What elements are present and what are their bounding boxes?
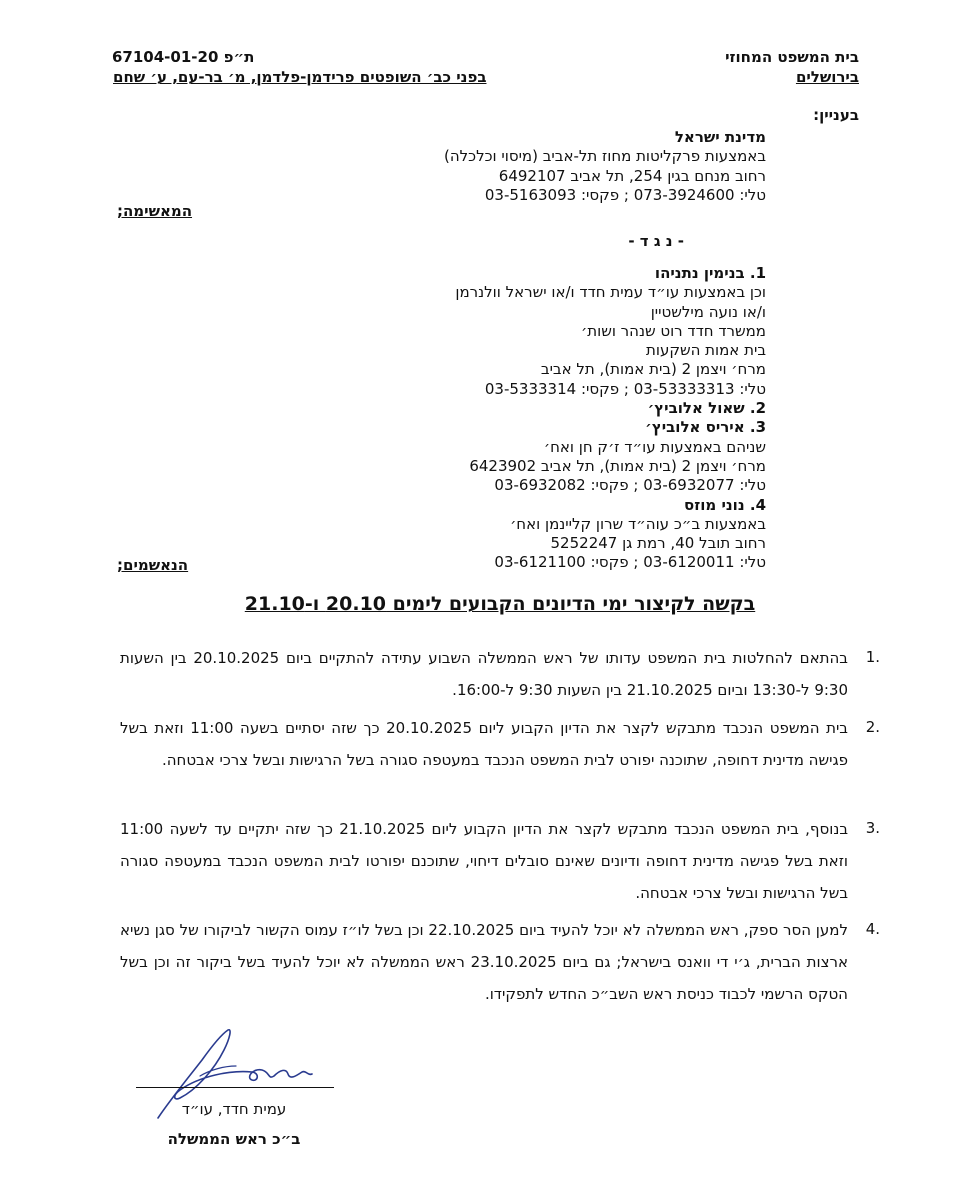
versus-label: - נ ג ד - [628,232,684,250]
paragraph-number: 3. [865,819,880,837]
defendant-4-line: באמצעות ב״כ עוה״ד שרון קליינמן ואח׳ [510,514,766,533]
accused-block [455,264,766,573]
paragraph-number: 4. [865,920,880,938]
defendant-1-line: בית אמות השקעות [646,341,766,360]
defendant-4-name: 4. נוני מוזס [684,495,766,514]
accuser-line: טלי: 073-3924600 ; פקסי: 03-5163093 [484,185,766,204]
paragraph-4: למען הסר ספק, ראש הממשלה לא יוכל להעיד ביום 22.10.2025 וכן בשל לו״ז עמוס הקשור לביקורו של סגן נשיא ארצות הברית, ג׳י די וואנס בישראל; גם ביום 23.10.2025 ראש הממשלה לא יוכל להעיד בשל ביקור זה וכן בשל הטקס הרשמי לכבוד כניסת ראש השב״כ החדש לתפקידו. [120,921,848,1003]
paragraph-number: 2. [865,718,880,736]
paragraph-3: בנוסף, בית המשפט הנכבד מתבקש לקצר את הדיון הקבוע ליום 21.10.2025 כך שזה יתקיים עד לשעה 11:00 וזאת בשל פגישה מדינית דחופה ודיונים שאינם סובלים דיחוי, שתוכנם יפורטו לבית המשפט הנכבד במעטפה סגורה בשל הרגישות ובשל צרכי אבטחה. [120,820,849,902]
defendant-1-line: מרח׳ ויצמן 2 (בית אמות), תל אביב [540,360,766,379]
case-number: ת״פ 67104-01-20 [112,48,255,66]
court-city: בירושלים [795,68,859,86]
defendant-23-line: מרח׳ ויצמן 2 (בית אמות), תל אביב 6423902 [469,456,766,475]
defendant-23-line: טלי: 03-6932077 ; פקסי: 03-6932082 [494,476,766,495]
court-name: בית המשפט המחוזי [725,48,859,66]
defendant-4-line: טלי: 03-6120011 ; פקסי: 03-6121100 [494,553,766,572]
paragraph-number: 1. [865,648,880,666]
accuser-role: המאשימה; [117,202,193,220]
request-title: בקשה לקיצור ימי הדיונים הקבועים לימים 20.10 ו-21.10 [244,593,756,615]
accuser-line: באמצעות פרקליטות מחוז תל-אביב (מיסוי וכלכלה) [443,147,766,166]
defendant-23-line: שניהם באמצעות עו״ד ז׳ק חן ואח׳ [543,437,766,456]
defendant-2-name: 2. שאול אלוביץ׳ [647,399,766,418]
signer-name: עמית חדד, עו״ד [181,1100,287,1118]
paragraph-1: בהתאם להחלטות בית המשפט עדותו של ראש הממשלה השבוע עתידה להתקיים ביום 20.10.2025 בין השעות 9:30 ל-13:30 וביום 21.10.2025 בין השעות 9:30 ל-16:00. [120,649,848,699]
accuser-line: רחוב מנחם בגין 254, תל אביב 6492107 [498,166,766,185]
signature-line [136,1087,334,1088]
signer-role: ב״כ ראש הממשלה [167,1130,301,1148]
defendant-1-name: 1. בנימין נתניהו [654,264,766,282]
accused-role: הנאשמים; [117,556,189,574]
judges-panel: בפני כב׳ השופטים פרידמן-פלדמן, מ׳ בר-עם, ע׳ שחם [113,68,487,86]
defendant-1-line: ממשרד חדד רוט שנהר ושות׳ [581,321,766,340]
defendant-4-line: רחוב תובל 40, רמת גן 5252247 [550,534,766,553]
defendant-3-name: 3. איריס אלוביץ׳ [645,418,766,437]
paragraph-2: בית המשפט הנכבד מתבקש לקצר את הדיון הקבוע ליום 20.10.2025 כך שזה יסתיים בשעה 11:00 וזאת בשל פגישה מדינית דחופה, שתוכנה יפורט לבית המשפט הנכבד במעטפה סגורה בשל הרגישות ובשל צרכי אבטחה. [120,719,848,769]
defendant-1-line: טלי: 03-53333313 ; פקסי: 03-5333314 [484,379,766,398]
in-matter-label: בעניין: [813,106,859,124]
defendant-1-line: ו/או נועה מילשטיין [650,302,766,321]
defendant-1-line: וכן באמצעות עו״ד עמית חדד ו/או ישראל וולנרמן [455,283,766,302]
accuser-block [444,128,766,205]
accuser-name: מדינת ישראל [674,128,766,146]
